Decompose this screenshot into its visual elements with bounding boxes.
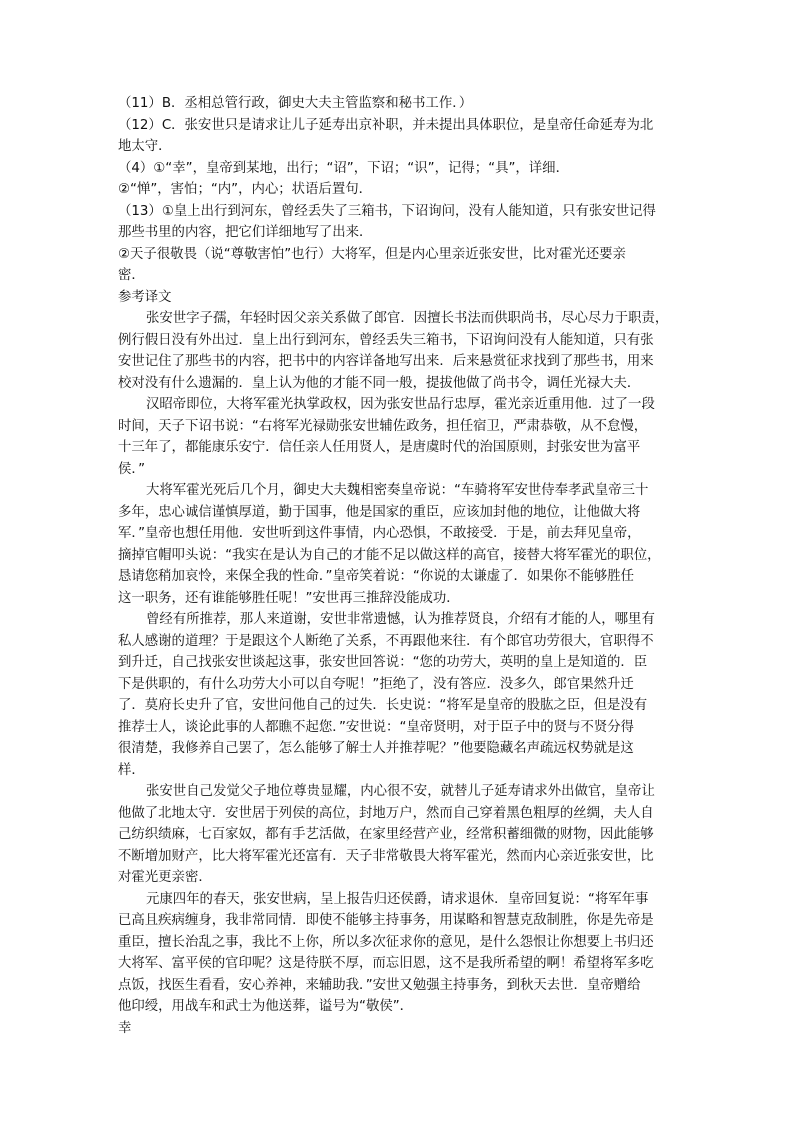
paragraph-line: 军．”皇帝也想任用他．安世听到这件事情，内心恐惧，不敢接受．于是，前去拜见皇帝， — [118, 526, 641, 541]
answer-section — [118, 93, 684, 287]
translation-paragraph — [118, 308, 684, 394]
paragraph-line: 很清楚，我修养自己罢了，怎么能够了解士人并推荐呢？”他要隐藏名声疏远权势就是这 — [118, 741, 634, 756]
paragraph-line: 不断增加财产，比大将军霍光还富有．天子非常敬畏大将军霍光，然而内心亲近张安世，比 — [118, 848, 654, 864]
trailing-text: 幸 — [118, 1020, 132, 1036]
paragraph-line: 他印绶，用战车和武士为他送葬，谥号为“敬侯”． — [118, 999, 414, 1014]
paragraph-line: 曾经有所推荐，那人来道谢，安世非常遗憾，认为推荐贤良，介绍有才能的人，哪里有 — [146, 612, 655, 627]
answer-line: 密． — [118, 268, 145, 283]
translation-paragraph — [118, 889, 684, 1018]
paragraph-line: 安世记住了那些书的内容，把书中的内容详备地写出来．后来悬赏征求找到了那些书，用来 — [118, 354, 654, 369]
answer-line: （11）B．丞相总管行政，御史大夫主管监察和秘书工作．） — [118, 96, 473, 111]
translation-paragraph — [118, 609, 684, 781]
translation-paragraph — [118, 480, 684, 609]
paragraph-line: 私人感谢的道理？于是跟这个人断绝了关系，不再跟他来往．有个郎官功劳很大，官职得不 — [118, 633, 654, 649]
section-title: 参考译文 — [118, 289, 172, 305]
paragraph-line: 己纺织绩麻，七百家奴，都有手艺活做，在家里经营产业，经常积蓄细微的财物，因此能够 — [118, 827, 654, 842]
translation-paragraph — [118, 394, 684, 480]
paragraph-line: 点饭，找医生看看，安心养神，来辅助我．”安世又勉强主持事务，到秋天去世．皇帝赠给 — [118, 977, 641, 993]
paragraph-line: 对霍光更亲密． — [118, 870, 212, 885]
paragraph-line: 恳请您稍加哀怜，来保全我的性命．”皇帝笑着说：“你说的太谦虚了．如果你不能够胜任 — [118, 569, 635, 584]
answer-line: ②天子很敬畏（说“尊敬害怕”也行）大将军，但是内心里亲近张安世，比对霍光还要亲 — [118, 246, 626, 262]
paragraph-line: 张安世字子孺，年轻时因父亲关系做了郎官．因擅长书法而供职尚书，尽心尽力于职责， — [146, 311, 669, 326]
answer-line: （13）①皇上出行到河东，曾经丢失了三箱书，下诏询问，没有人能知道，只有张安世记得 — [118, 203, 656, 219]
paragraph-line: 大将军霍光死后几个月，御史大夫魏相密奏皇帝说：“车骑将军安世侍奉孝武皇帝三十 — [146, 483, 649, 498]
paragraph-line: 下是供职的，有什么功劳大小可以自夸呢！”拒绝了，没有答应．没多久，郎官果然升迁 — [118, 676, 634, 692]
paragraph-line: 推荐士人，谈论此事的人都瞧不起您．”安世说：“皇帝贤明，对于臣子中的贤与不贤分得 — [118, 719, 635, 735]
answer-line: ②“惮”，害怕；“内”，内心；状语后置句． — [118, 182, 373, 197]
paragraph-line: 到升迁，自己找张安世谈起这事，张安世回答说：“您的功劳大，英明的皇上是知道的．臣 — [118, 655, 648, 670]
paragraph-line: 时间，天子下诏书说：“右将军光禄勋张安世辅佐政务，担任宿卫，严肃恭敬，从不怠慢， — [118, 418, 648, 434]
translation-paragraph — [118, 781, 684, 889]
answer-line: 地太守． — [118, 139, 172, 154]
paragraph-line: 已高且疾病缠身，我非常同情．即使不能够主持事务，用谋略和智慧克敌制胜，你是先帝是 — [118, 913, 654, 928]
paragraph-line: 侯．” — [118, 461, 146, 477]
answer-line: （4）①“幸”，皇帝到某地，出行；“诏”，下诏；“识”，记得；“具”，详细． — [118, 160, 569, 176]
paragraph-line: 样． — [118, 762, 145, 778]
paragraph-line: 十三年了，都能康乐安宁．信任亲人任用贤人，是唐虞时代的治国原则，封张安世为富平 — [118, 440, 641, 455]
paragraph-line: 例行假日没有外出过．皇上出行到河东，曾经丢失三箱书，下诏询问没有人能知道，只有张 — [118, 332, 654, 348]
paragraph-line: 他做了北地太守．安世居于列侯的高位，封地万户，然而自己穿着黑色粗厚的丝绸，夫人自 — [118, 805, 654, 821]
paragraph-line: 了．莫府长史升了官，安世问他自己的过失．长史说：“将军是皇帝的股肱之臣，但是没有 — [118, 698, 648, 713]
paragraph-line: 摘掉官帽叩头说：“我实在是认为自己的才能不足以做这样的高官，接替大将军霍光的职位， — [118, 547, 661, 563]
paragraph-line: 校对没有什么遗漏的．皇上认为他的才能不同一般，提拔他做了尚书令，调任光禄大夫． — [118, 375, 641, 391]
paragraph-line: 大将军、富平侯的官印呢？这是待朕不厚，而忘旧恩，这不是我所希望的啊！希望将军多吃 — [118, 956, 654, 971]
paragraph-line: 重臣，擅长治乱之事，我比不上你，所以多次征求你的意见，是什么怨恨让你想要上书归还 — [118, 934, 654, 950]
paragraph-line: 这一职务，还有谁能够胜任呢！”安世再三推辞没能成功． — [118, 590, 460, 606]
answer-line: 那些书里的内容，把它们详细地写了出来． — [118, 225, 373, 240]
answer-line: （12）C．张安世只是请求让儿子延寿出京补职，并未提出具体职位，是皇帝任命延寿为北 — [118, 117, 654, 133]
paragraph-line: 张安世自己发觉父子地位尊贵显耀，内心很不安，就替儿子延寿请求外出做官，皇帝让 — [146, 784, 655, 799]
paragraph-line: 多年，忠心诚信谨慎厚道，勤于国事，他是国家的重臣，应该加封他的地位，让他做大将 — [118, 504, 641, 520]
document-page — [118, 93, 684, 1039]
paragraph-line: 汉昭帝即位，大将军霍光执掌政权，因为张安世品行忠厚，霍光亲近重用他．过了一段 — [146, 397, 655, 412]
paragraph-line: 元康四年的春天，张安世病，呈上报告归还侯爵，请求退休．皇帝回复说：“将军年事 — [146, 891, 649, 907]
